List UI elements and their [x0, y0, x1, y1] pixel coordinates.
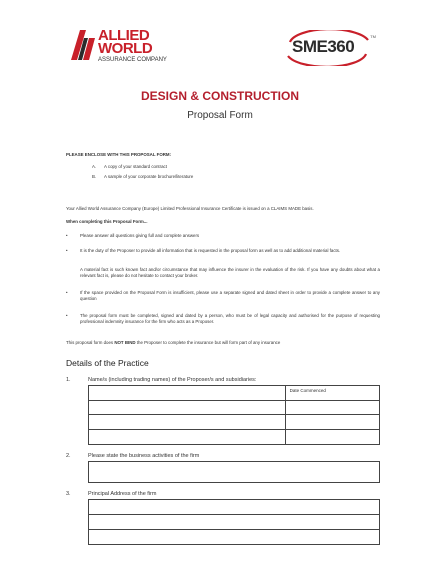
- allied-logo-line1: ALLIED: [98, 27, 150, 44]
- allied-world-logo-mark-icon: [71, 30, 95, 60]
- sme360-logo-text: SME360: [292, 37, 355, 56]
- completing-heading: When completing this Proposal Form...: [66, 219, 148, 224]
- address-line-cell[interactable]: [89, 530, 380, 545]
- bullet-dot: •: [66, 313, 68, 318]
- allied-logo-line2: WORLD: [98, 40, 153, 57]
- date-commenced-cell[interactable]: [285, 430, 379, 445]
- date-commenced-cell[interactable]: [285, 415, 379, 430]
- bullet-text-3: A material fact is such known fact and/or circumstance that may influence the insurer in the evaluation of the risk. If you have any doubts about what a relevant fact is, please do not hesitate to contact your broker.: [80, 267, 380, 278]
- question-1-table: [88, 385, 380, 445]
- question-3-number: 3.: [66, 491, 71, 497]
- question-2-number: 2.: [66, 453, 71, 459]
- sme360-trademark: TM: [370, 34, 376, 39]
- address-line-cell[interactable]: [89, 515, 380, 530]
- question-3-text: Principal Address of the firm: [88, 491, 157, 497]
- enclose-item-a-text: A copy of your standard contract: [104, 164, 167, 169]
- enclose-item-a-letter: A.: [92, 164, 97, 169]
- date-commenced-header: Date Commenced: [285, 386, 379, 401]
- details-heading: Details of the Practice: [66, 358, 149, 368]
- enclose-item-b-text: A sample of your corporate brochure/literature: [104, 174, 194, 179]
- bullet-text-5: The proposal form must be completed, signed and dated by a person, who must be of legal capacity and authorised for the purpose of requesting professional indemnity insurance for the firm who acts as a Proposer.: [80, 313, 380, 324]
- name-cell[interactable]: [89, 430, 286, 445]
- bullet-dot: •: [66, 290, 68, 295]
- sme360-logo: [282, 30, 374, 66]
- question-1-text: Name/s (including trading names) of the Proposer/s and subsidiaries:: [88, 377, 257, 383]
- bullet-dot: •: [66, 248, 68, 253]
- bullet-text-1: Please answer all questions giving full and complete answers: [80, 233, 200, 238]
- name-cell[interactable]: [89, 415, 286, 430]
- allied-logo-line3: ASSURANCE COMPANY: [98, 57, 167, 63]
- name-cell[interactable]: [89, 386, 286, 401]
- allied-world-logo: [71, 27, 171, 67]
- principal-address-table: [88, 499, 380, 545]
- name-cell[interactable]: [89, 401, 286, 415]
- bullet-text-2: It is the duty of the Proposer to provide all information that is requested in the proposal form as well as to add additional material facts.: [80, 248, 341, 253]
- binding-after: the Proposer to complete the insurance but will form part of any insurance: [135, 340, 281, 345]
- question-2-text: Please state the business activities of the firm: [88, 453, 200, 459]
- date-commenced-cell[interactable]: [285, 401, 379, 415]
- address-line-cell[interactable]: [89, 500, 380, 515]
- binding-statement: [66, 340, 386, 346]
- enclose-item-b-letter: B.: [92, 174, 97, 179]
- bullet-dot: •: [66, 233, 68, 238]
- enclose-heading: PLEASE ENCLOSE WITH THIS PROPOSAL FORM:: [66, 152, 172, 157]
- form-subtitle: Proposal Form: [187, 110, 253, 121]
- business-activities-field[interactable]: [88, 461, 380, 483]
- form-title: DESIGN & CONSTRUCTION: [140, 89, 299, 103]
- bullet-text-4: If the space provided on the Proposal Form is insufficient, please use a separate signed and dated sheet in order to provide a complete answer to any question: [80, 290, 380, 301]
- question-1-number: 1.: [66, 377, 71, 383]
- binding-strong: NOT BIND: [114, 340, 136, 345]
- binding-before: This proposal form does: [66, 340, 115, 345]
- intro-text: Your Allied World Assurance Company (Europe) Limited Professional Insurance Certificate is issued on a CLAIMS MADE basis.: [66, 206, 314, 211]
